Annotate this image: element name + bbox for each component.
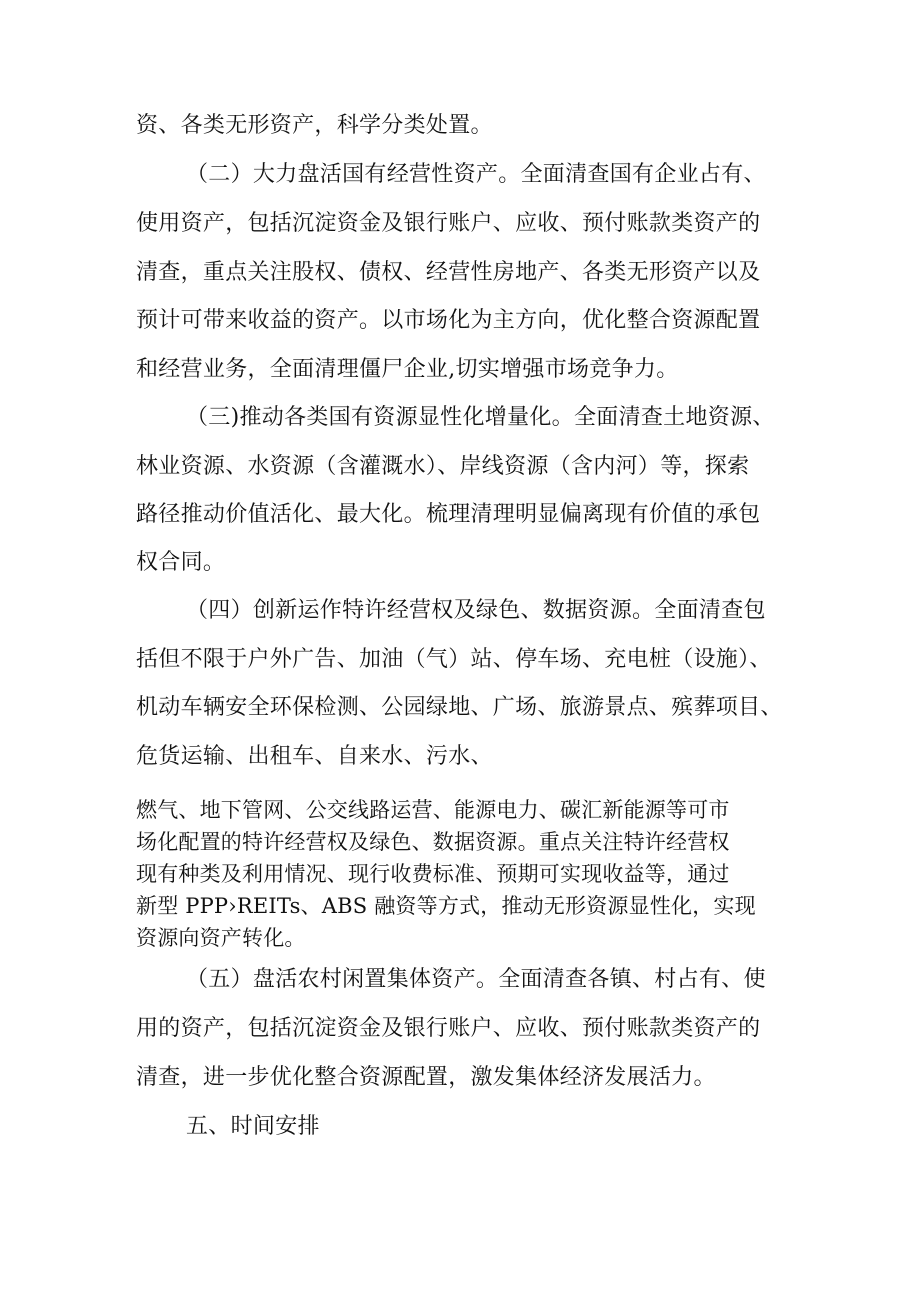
paragraph-line: 预计可带来收益的资产。以市场化为主方向，优化整合资源配置 [136, 308, 761, 333]
paragraph-line: 机动车辆安全环保检测、公园绿地、广场、旅游景点、殡葬项目、 [136, 695, 783, 720]
paragraph-line: 路径推动价值活化、最大化。梳理清理明显偏离现有价值的承包 [136, 502, 761, 527]
paragraph-line: 燃气、地下管网、公交线路运营、能源电力、碳汇新能源等可市 [136, 798, 730, 822]
paragraph-line: （四）创新运作特许经营权及绿色、数据资源。全面清查包 [186, 598, 766, 623]
paragraph-line: 林业资源、水资源（含灌溉水）、岸线资源（含内河）等，探索 [136, 454, 750, 479]
paragraph-line: 和经营业务，全面清理僵尸企业,切实增强市场竞争力。 [136, 357, 679, 382]
section-heading: 五、时间安排 [186, 1114, 320, 1139]
paragraph-line: 清查，重点关注股权、债权、经营性房地产、各类无形资产以及 [136, 260, 761, 285]
paragraph-line: 使用资产，包括沉淀资金及银行账户、应收、预付账款类资产的 [136, 211, 761, 236]
paragraph-line: 用的资产，包括沉淀资金及银行账户、应收、预付账款类资产的 [136, 1016, 761, 1041]
paragraph-line: 新型 PPP›REITs、ABS 融资等方式，推动无形资源显性化，实现 [136, 894, 756, 918]
paragraph-line: 资源向资产转化。 [136, 926, 306, 950]
paragraph-line: 危货运输、出租车、自来水、污水、 [136, 744, 493, 769]
paragraph-line: （二）大力盘活国有经营性资产。全面清查国有企业占有、 [186, 162, 766, 187]
paragraph-line: 清查，进一步优化整合资源配置，激发集体经济发展活力。 [136, 1065, 716, 1090]
paragraph-line: 权合同。 [136, 550, 226, 575]
paragraph-line: （三)推动各类国有资源显性化增量化。全面清查土地资源、 [186, 405, 775, 430]
paragraph-line: （五）盘活农村闲置集体资产。全面清查各镇、村占有、使 [186, 967, 766, 992]
paragraph-line: 场化配置的特许经营权及绿色、数据资源。重点关注特许经营权 [136, 830, 730, 854]
paragraph-line: 资、各类无形资产，科学分类处置。 [136, 113, 493, 138]
paragraph-line: 现有种类及利用情况、现行收费标准、预期可实现收益等，通过 [136, 862, 730, 886]
paragraph-line: 括但不限于户外广告、加油（气）站、停车场、充电桩（设施）、 [136, 647, 772, 672]
